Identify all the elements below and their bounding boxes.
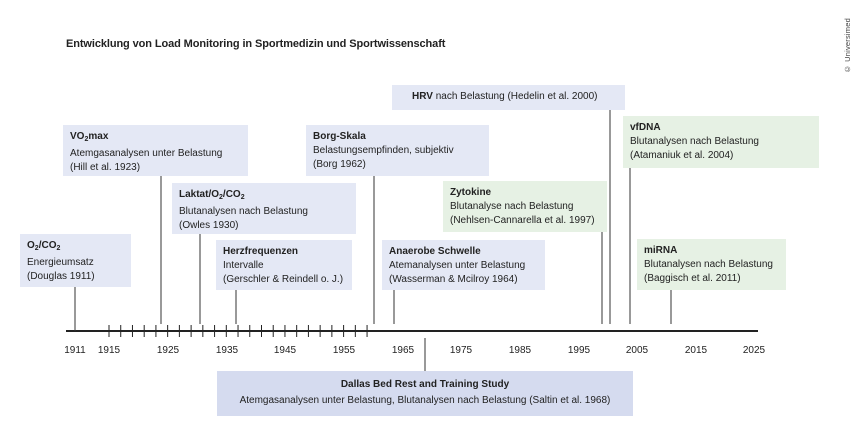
event-desc: Blutanalysen nach Belastung [644,259,773,270]
event-vfdna [623,116,819,168]
event-desc: Intervalle [223,260,264,271]
event-title: Anaerobe Schwelle [389,246,481,257]
event-title: Borg-Skala [313,131,366,142]
year-label: 1955 [332,345,356,356]
event-herzfrequenzen [216,240,352,290]
event-hrv [392,85,625,110]
event-source: (Wasserman & Mcilroy 1964) [389,274,518,285]
event-title: Laktat/$O_2/CO_2$ [179,189,245,201]
year-label: 1985 [508,345,532,356]
event-source: (Owles 1930) [179,220,239,231]
year-label: 2005 [625,345,649,356]
year-label: 1911 [64,345,86,356]
event-title: Herzfrequenzen [223,246,299,257]
event-source: (Atamaniuk et al. 2004) [630,150,734,161]
event-desc: Atemanalysen unter Belastung [389,260,526,271]
year-label: 2015 [684,345,708,356]
event-title: vfDNA [630,122,661,133]
event-desc: Blutanalysen nach Belastung [630,136,759,147]
year-label: 1975 [449,345,473,356]
event-desc: Atemgasanalysen unter Belastung [70,148,223,159]
event-zytokine [443,181,607,232]
event-desc: Belastungsempfinden, subjektiv [313,145,454,156]
event-title: miRNA [644,245,678,256]
event-title: HRV [412,91,433,102]
event-dallas-study [217,371,633,416]
event-title: $O_2/CO_2$ [27,240,61,252]
year-label: 2025 [742,345,766,356]
event-title: $VO_2\max$ [70,131,109,143]
event-source: (Nehlsen-Cannarella et al. 1997) [450,215,595,226]
event-title: Dallas Bed Rest and Training Study [340,379,510,390]
year-label: 1925 [156,345,180,356]
event-mirna [637,239,786,290]
event-vo2max [63,125,248,176]
event-title: Zytokine [450,187,492,198]
event-desc: Blutanalysen nach Belastung [179,206,308,217]
event-source: (Gerschler & Reindell o. J.) [223,274,344,285]
event-o2co2 [20,234,131,287]
event-desc: Atemgasanalysen unter Belastung, Blutanalysen nach Belastung (Saltin et al. 1968) [239,395,611,406]
year-label: 1935 [215,345,239,356]
event-borg-skala [306,125,489,176]
event-source: (Douglas 1911) [27,271,95,282]
year-label: 1915 [97,345,121,356]
event-anaerobe-schwelle [382,240,545,290]
event-desc: Blutanalyse nach Belastung [450,201,574,212]
year-label: 1965 [391,345,415,356]
event-desc: Energieumsatz [27,257,94,268]
event-desc: nach Belastung (Hedelin et al. 2000) [435,91,598,102]
event-source: (Hill et al. 1923) [70,162,141,173]
event-source: (Baggisch et al. 2011) [644,273,741,284]
year-label: 1945 [273,345,297,356]
year-label: 1995 [567,345,591,356]
figure-title: Entwicklung von Load Monitoring in Sportmedizin und Sportwissenschaft [66,38,446,50]
event-laktat [172,183,356,234]
event-source: (Borg 1962) [313,159,366,170]
copyright-credit: © Universimed [843,18,852,74]
